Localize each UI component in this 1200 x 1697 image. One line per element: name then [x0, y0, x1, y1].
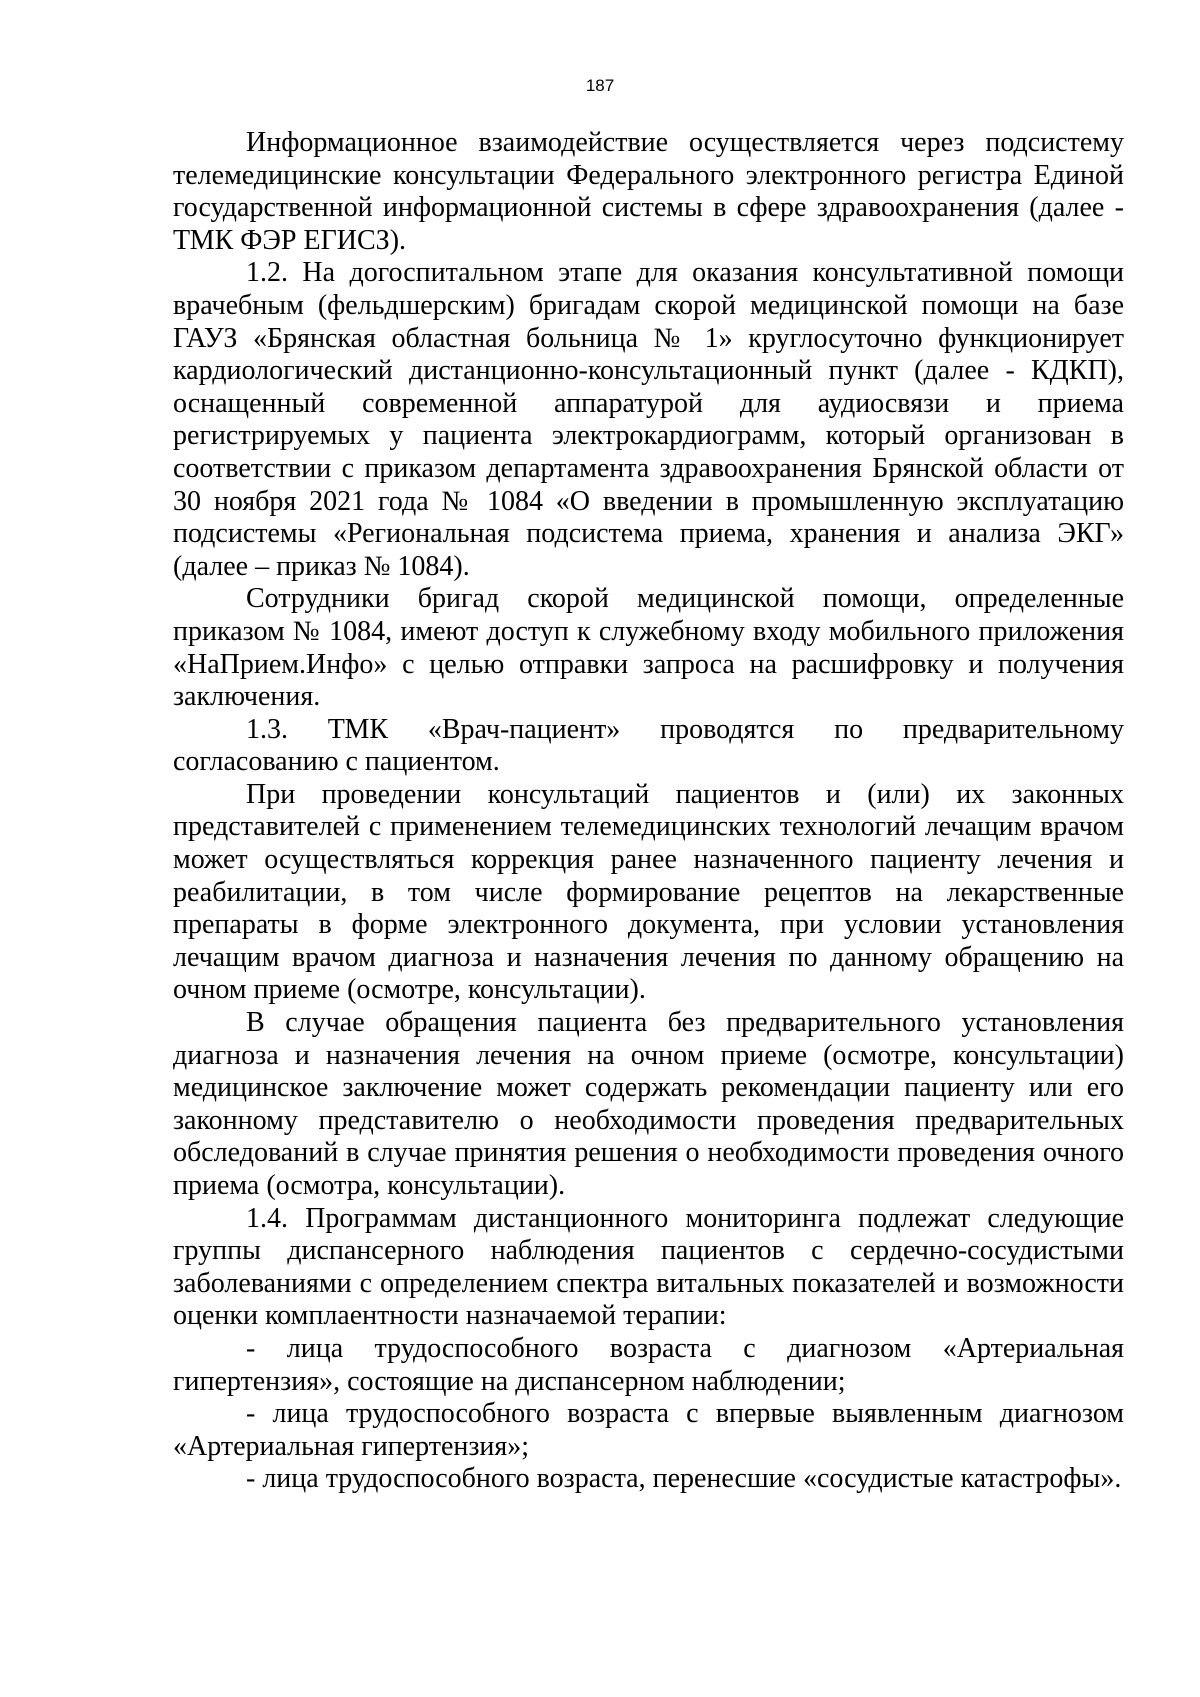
paragraph-ambulance-staff: Сотрудники бригад скорой медицинской помощи, определенные приказом № 1084, имеют доступ к служебному входу мобильного приложения «НаПрием.Инфо» с целью отправки запроса на расшифровку и получения заключения.	[173, 583, 1124, 713]
paragraph-1-2-kdkp: 1.2. На догоспитальном этапе для оказания консультативной помощи врачебным (фельдшерским) бригадам скорой медицинской помощи на базе ГАУЗ «Брянская областная больница № 1» круглосуточно функционирует кардиологический дистанционно-консультационный пункт (далее - КДКП), оснащенный современной аппаратурой для аудиосвязи и приема регистрируемых у пациента электрокардиограмм, который организован в соответствии с приказом департамента здравоохранения Брянской области от 30 ноября 2021 года № 1084 «О введении в промышленную эксплуатацию подсистемы «Региональная подсистема приема, хранения и анализа ЭКГ» (далее – приказ № 1084).	[173, 257, 1124, 582]
list-item-vascular-catastrophes: - лица трудоспособного возраста, перенесшие «сосудистые катастрофы».	[246, 1463, 1122, 1495]
document-body	[173, 127, 1124, 1496]
paragraph-1-4-monitoring: 1.4. Программам дистанционного мониторинга подлежат следующие группы диспансерного наблюдения пациентов с сердечно-сосудистыми заболеваниями с определением спектра витальных показателей и возможности оценки комплаентности назначаемой терапии:	[173, 1202, 1124, 1332]
list-item-hypertension-dispensary: - лица трудоспособного возраста с диагнозом «Артериальная гипертензия», состоящие на диспансерном наблюдении;	[173, 1332, 1124, 1397]
paragraph-no-diagnosis-case: В случае обращения пациента без предварительного установления диагноза и назначения лечения на очном приеме (осмотре, консультации) медицинское заключение может содержать рекомендации пациенту или его законному представителю о необходимости проведения предварительных обследований в случае принятия решения о необходимости проведения очного приема (осмотра, консультации).	[173, 1007, 1124, 1201]
page-number: 187	[585, 76, 615, 95]
paragraph-1-3-tmk: 1.3. ТМК «Врач-пациент» проводятся по предварительному согласованию с пациентом.	[173, 713, 1124, 778]
paragraph-info-interaction: Информационное взаимодействие осуществляется через подсистему телемедицинские консультации Федерального электронного регистра Единой государственной информационной системы в сфере здравоохранения (далее - ТМК ФЭР ЕГИСЗ).	[173, 127, 1124, 256]
paragraph-consultation-correction: При проведении консультаций пациентов и (или) их законных представителей с применением телемедицинских технологий лечащим врачом может осуществляться коррекция ранее назначенного пациенту лечения и реабилитации, в том числе формирование рецептов на лекарственные препараты в форме электронного документа, при условии установления лечащим врачом диагноза и назначения лечения по данному обращению на очном приеме (осмотре, консультации).	[173, 778, 1124, 1006]
list-item-hypertension-new: - лица трудоспособного возраста с впервые выявленным диагнозом «Артериальная гипертензия»;	[173, 1398, 1124, 1462]
